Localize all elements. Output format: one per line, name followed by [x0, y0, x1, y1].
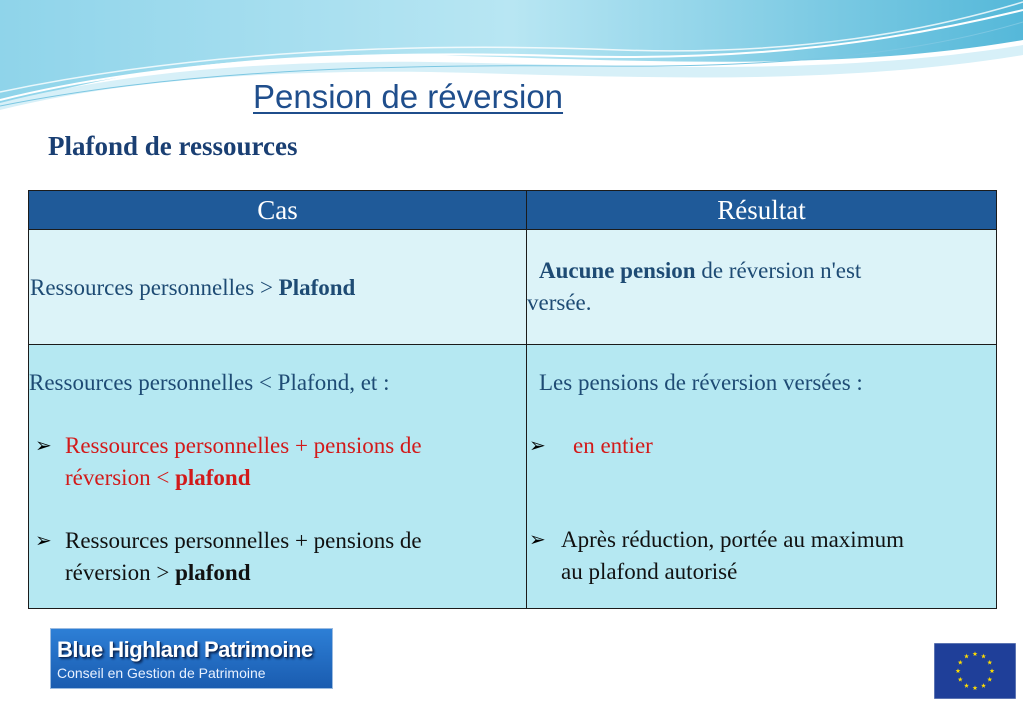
row2-result-cell: [527, 345, 997, 609]
row2-result-bullet1: en entier: [573, 433, 653, 458]
header-resultat: Résultat: [527, 191, 997, 230]
arrow-bullet-icon: ➢: [529, 435, 546, 457]
row2-case-bullet1-line2: réversion <: [65, 465, 176, 490]
row2-case-bullet1-line1: Ressources personnelles + pensions de: [65, 433, 422, 458]
table-row: [29, 230, 997, 345]
list-item: [527, 430, 996, 462]
row1-case-cell: [29, 230, 527, 345]
row1-result-cell: [527, 230, 997, 345]
row2-case-bullet2-bold: plafond: [175, 560, 251, 585]
table-header-row: [29, 191, 997, 230]
logo-name: Blue Highland Patrimoine: [57, 637, 313, 662]
list-item: [527, 524, 996, 588]
slide-subtitle: Plafond de ressources: [48, 131, 298, 161]
arrow-bullet-icon: ➢: [35, 530, 52, 552]
conditions-table: [28, 190, 997, 609]
row1-result-text: de réversion n'est: [695, 258, 862, 283]
row2-result-bullet2-line1: Après réduction, portée au maximum: [561, 527, 904, 552]
row1-case-bold: Plafond: [278, 275, 356, 300]
row2-result-intro: Les pensions de réversion versées :: [539, 370, 863, 395]
list-item: [29, 525, 526, 589]
row2-case-cell: [29, 345, 527, 609]
header-cas: Cas: [29, 191, 527, 230]
row1-result-bold: Aucune pension: [539, 258, 696, 283]
row2-case-bullet2-line1: Ressources personnelles + pensions de: [65, 528, 422, 553]
table-row: [29, 345, 997, 609]
row2-case-intro: Ressources personnelles < Plafond, et :: [29, 370, 390, 395]
row1-case-text: Ressources personnelles >: [30, 275, 279, 300]
company-logo: [50, 628, 333, 689]
slide-title: Pension de réversion: [253, 78, 564, 115]
arrow-bullet-icon: ➢: [35, 435, 52, 457]
list-item: [29, 430, 526, 494]
eu-flag-icon: [934, 643, 1016, 699]
row2-case-bullet1-bold: plafond: [175, 465, 251, 490]
row2-result-bullet2-line2: au plafond autorisé: [561, 559, 738, 584]
arrow-bullet-icon: ➢: [529, 529, 546, 551]
logo-tagline: Conseil en Gestion de Patrimoine: [57, 665, 266, 681]
row1-result-line2: versée.: [527, 290, 592, 315]
row2-case-bullet2-line2: réversion >: [65, 560, 176, 585]
